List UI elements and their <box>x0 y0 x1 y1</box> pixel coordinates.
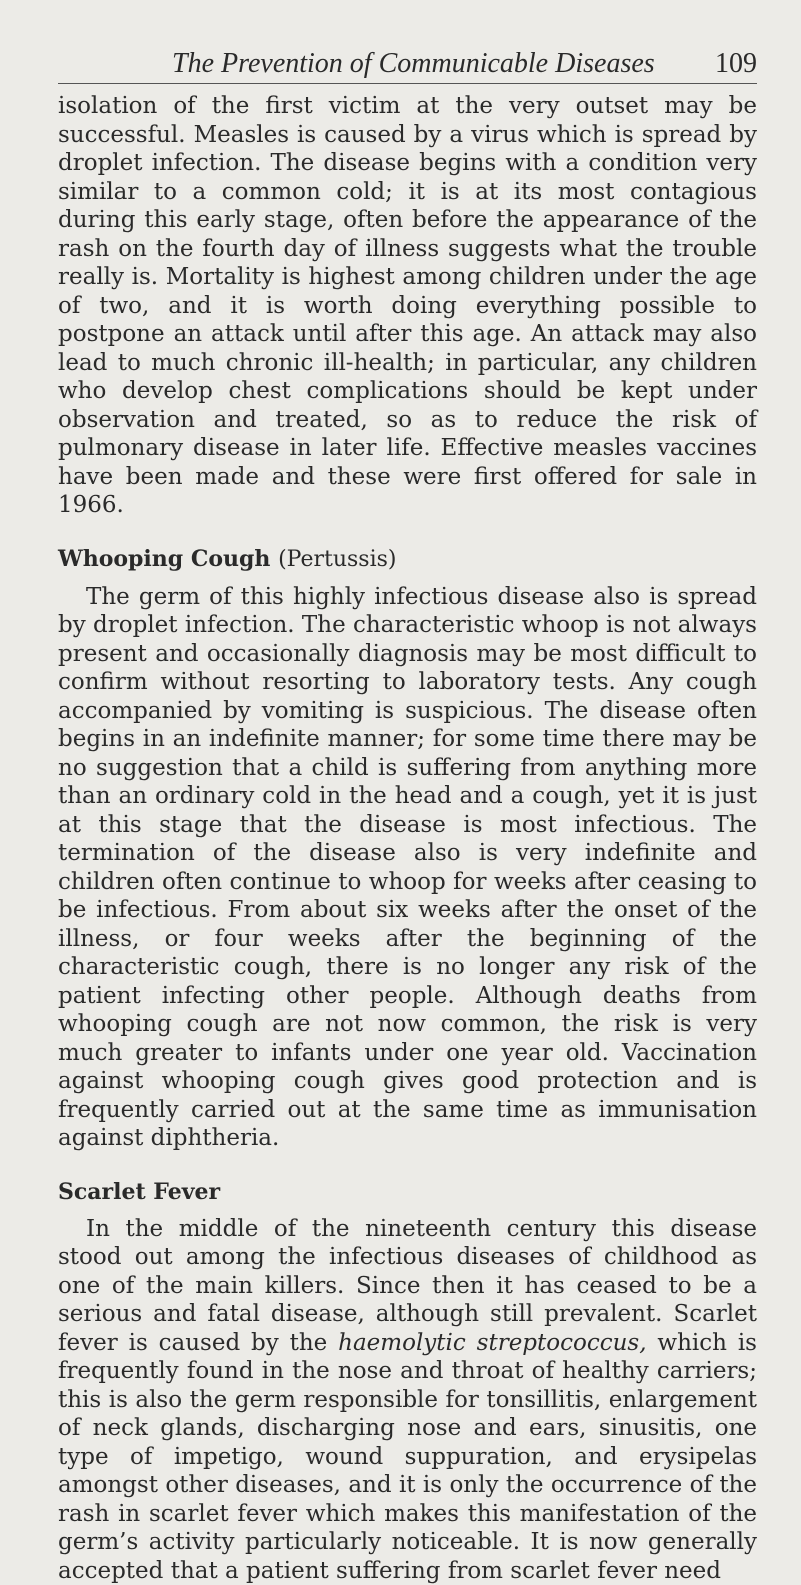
whooping-cough-heading-paren: (Pertussis) <box>278 547 396 572</box>
scarlet-fever-heading: Scarlet Fever <box>58 1179 757 1205</box>
scarlet-fever-text-part1: In the middle of the nineteenth century this disease stood out among the infectious diseases of childhood as one of the main killers. Since then it has ceased to be a serious and fatal disease, although still prevalent. Scarlet fever is caused by the <box>58 1216 757 1356</box>
page-number: 109 <box>715 48 757 80</box>
organism-name: haemolytic streptococcus, <box>338 1330 646 1356</box>
page-body <box>58 92 757 1585</box>
scarlet-fever-text-part2: which is frequently found in the nose and throat of healthy carriers; this is also the germ responsible for tonsillitis, enlargement of neck glands, discharging nose and ears, sinusitis, one type of impetigo, wound suppuration, and erysipelas amongst other diseases, and it is only the occurrence of the rash in scarlet fever which makes this manifestation of the germ’s activity particularly noticeable. It is now generally accepted that a patient suffering from scarlet fever need <box>58 1330 757 1584</box>
running-title: The Prevention of Communicable Diseases <box>172 48 655 80</box>
whooping-cough-heading <box>58 546 757 573</box>
running-head <box>58 46 757 86</box>
scarlet-fever-paragraph <box>58 1215 757 1585</box>
header-rule <box>58 83 757 84</box>
whooping-cough-heading-text: Whooping Cough <box>58 546 270 572</box>
whooping-cough-paragraph: The germ of this highly infectious disease also is spread by droplet infection. The characteristic whoop is not always present and occasionally diagnosis may be most difficult to confirm without resorting to laboratory tests. Any cough accompanied by vomiting is suspicious. The disease often begins in an indefinite manner; for some time there may be no suggestion that a child is suffering from anything more than an ordinary cold in the head and a cough, yet it is just at this stage that the disease is most infectious. The termination of the disease also is very indefinite and children often continue to whoop for weeks after ceasing to be infectious. From about six weeks after the onset of the illness, or four weeks after the beginning of the characteristic cough, there is no longer any risk of the patient infecting other people. Although deaths from whooping cough are not now common, the risk is very much greater to infants under one year old. Vaccination against whooping cough gives good protection and is frequently carried out at the same time as immunisation against diphtheria. <box>58 583 757 1153</box>
measles-paragraph: isolation of the first victim at the very outset may be successful. Measles is caused by a virus which is spread by droplet infection. The disease begins with a condition very similar to a common cold; it is at its most contagious during this early stage, often before the appearance of the rash on the fourth day of illness suggests what the trouble really is. Mortality is highest among children under the age of two, and it is worth doing everything possible to postpone an attack until after this age. An attack may also lead to much chronic ill-health; in particular, any children who develop chest complications should be kept under observation and treated, so as to reduce the risk of pulmonary disease in later life. Effective measles vaccines have been made and these were first offered for sale in 1966. <box>58 92 757 520</box>
